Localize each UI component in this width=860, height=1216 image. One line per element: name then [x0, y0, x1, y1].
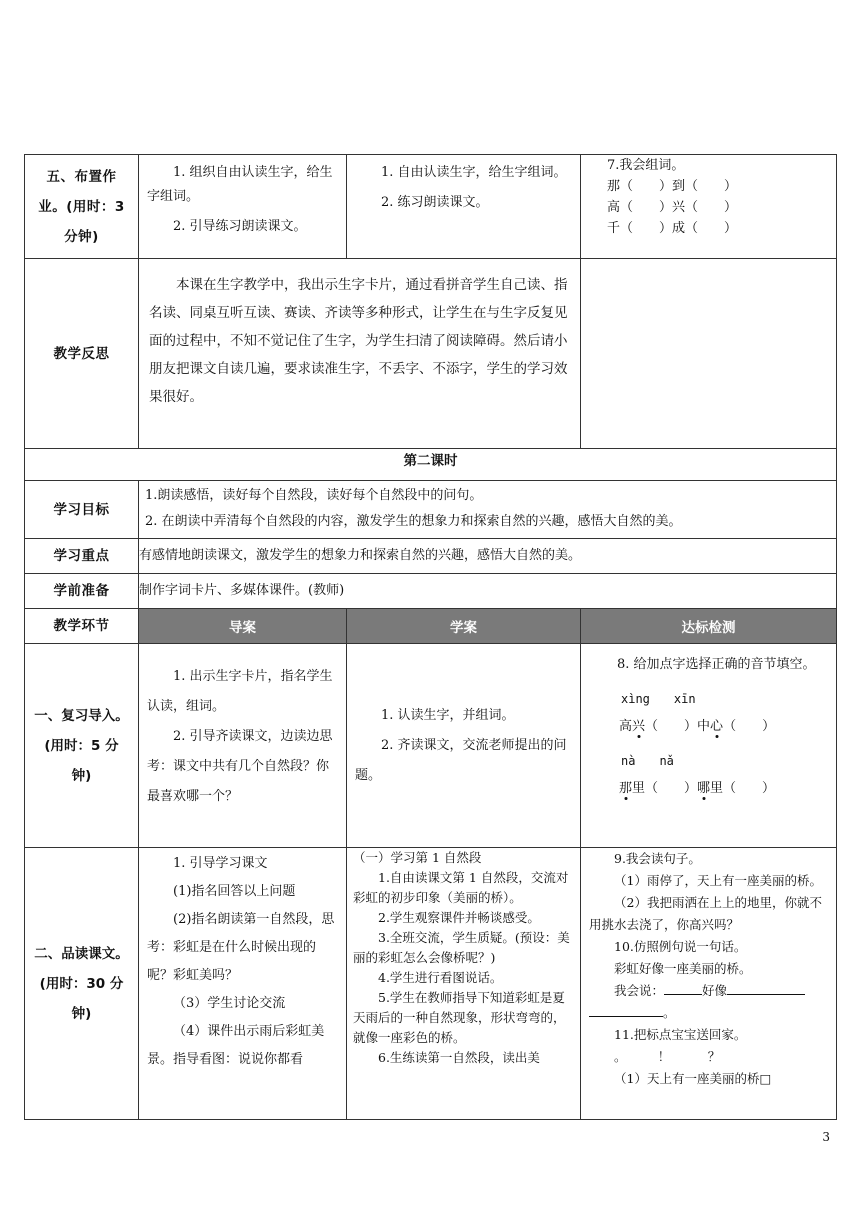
- header-study: 学案: [347, 609, 581, 644]
- second-lesson-row: [25, 449, 837, 481]
- second-lesson-title: 第二课时: [25, 449, 837, 481]
- blank-3: [589, 1002, 663, 1017]
- reading-section-label: 二、品读课文。 (用时：30 分 钟): [25, 848, 139, 1120]
- homework-guide: 1. 组织自由认读生字，给生字组词。 2. 引导练习朗读课文。: [139, 155, 347, 259]
- review-study: 1. 认读生字，并组词。 2. 齐读课文，交流老师提出的问题。: [347, 644, 581, 848]
- header-check: 达标检测: [581, 609, 837, 644]
- review-section-label: 一、复习导入。 (用时：5 分 钟): [25, 644, 139, 848]
- prep-text: 制作字词卡片、多媒体课件。(教师): [139, 574, 837, 609]
- reading-study: （一）学习第 1 自然段 1.自由读课文第 1 自然段，交流对彩虹的初步印象（美丽的桥）。 2.学生观察课件并畅谈感受。 3.全班交流，学生质疑。(预设：美丽的彩虹怎么会像桥呢？) 4.学生进行看图说话。 5.学生在教师指导下知道彩虹是夏天雨后的一种自然现象，形状弯弯的，就像一座彩色的桥。 6.生练读第一自然段，读出美: [347, 848, 581, 1120]
- focus-text: 有感情地朗读课文，激发学生的想象力和探索自然的兴趣，感悟大自然的美。: [139, 539, 837, 574]
- reflection-text: 本课在生字教学中，我出示生字卡片，通过看拼音学生自己读、指名读、同桌互听互读、赛读、齐读等多种形式，让学生在与生字反复见面的过程中，不知不觉记住了生字，为学生扫清了阅读障碍。然后请小朋友把课文自读几遍，要求读准生字，不丢字、不添字，学生的学习效果很好。: [139, 259, 581, 449]
- blank-1: [664, 980, 702, 995]
- review-guide: 1. 出示生字卡片，指名学生认读，组词。 2. 引导齐读课文，边读边思考：课文中共有几个自然段？你最喜欢哪一个？: [139, 644, 347, 848]
- review-words-1: 高兴（ ）中心（ ）: [619, 719, 776, 734]
- reflection-row: [25, 259, 837, 449]
- homework-row: [25, 155, 837, 259]
- blank-2: [727, 980, 805, 995]
- reading-fill-sentence-cont: 。: [589, 1002, 828, 1024]
- review-words-2: 那里（ ）哪里（ ）: [619, 781, 776, 796]
- goals-label: 学习目标: [25, 481, 139, 539]
- reflection-label: 教学反思: [25, 259, 139, 449]
- header-guide: 导案: [139, 609, 347, 644]
- reading-guide: 1. 引导学习课文 (1)指名回答以上问题 (2)指名朗读第一自然段，思考：彩虹是在什么时候出现的呢？彩虹美吗？ （3）学生讨论交流 （4）课件出示雨后彩虹美景。指导看图：说说你都看: [139, 848, 347, 1120]
- goals-content: 1.朗读感悟，读好每个自然段，读好每个自然段中的问句。 2. 在朗读中弄清每个自然段的内容，激发学生的想象力和探索自然的兴趣，感悟大自然的美。: [139, 481, 837, 539]
- homework-check: 7.我会组词。 那（ ）到（ ） 高（ ）兴（ ） 千（ ）成（ ）: [581, 155, 837, 259]
- lesson-plan-table: [24, 154, 837, 1120]
- focus-row: [25, 539, 837, 574]
- reading-fill-sentence: 我会说： 好像: [589, 980, 828, 1002]
- page-number: 3: [822, 1130, 830, 1144]
- homework-study: 1. 自由认读生字，给生字组词。 2. 练习朗读课文。: [347, 155, 581, 259]
- reading-check: 9.我会读句子。 （1）雨停了，天上有一座美丽的桥。 （2）我把雨洒在上上的地里，你就不用挑水去浇了，你高兴吗？ 10.仿照例句说一句话。 彩虹好像一座美丽的桥。 我会说： 好像 。 11.把标点宝宝送回家。 。 ！ ？ （1）天上有一座美丽的桥□: [581, 848, 837, 1120]
- review-check: 8. 给加点字选择正确的音节填空。 xìng xīn 高兴（ ）中心（ ） nà nǎ 那里（ ）哪里（ ）: [581, 644, 837, 848]
- column-header-row: [25, 609, 837, 644]
- prep-row: [25, 574, 837, 609]
- reflection-empty-cell: [581, 259, 837, 449]
- header-stage: 教学环节: [25, 609, 139, 644]
- focus-label: 学习重点: [25, 539, 139, 574]
- prep-label: 学前准备: [25, 574, 139, 609]
- goals-row: [25, 481, 837, 539]
- homework-section-label: 五、布置作 业。(用时：3 分钟): [25, 155, 139, 259]
- review-row: [25, 644, 837, 848]
- reading-row: [25, 848, 837, 1120]
